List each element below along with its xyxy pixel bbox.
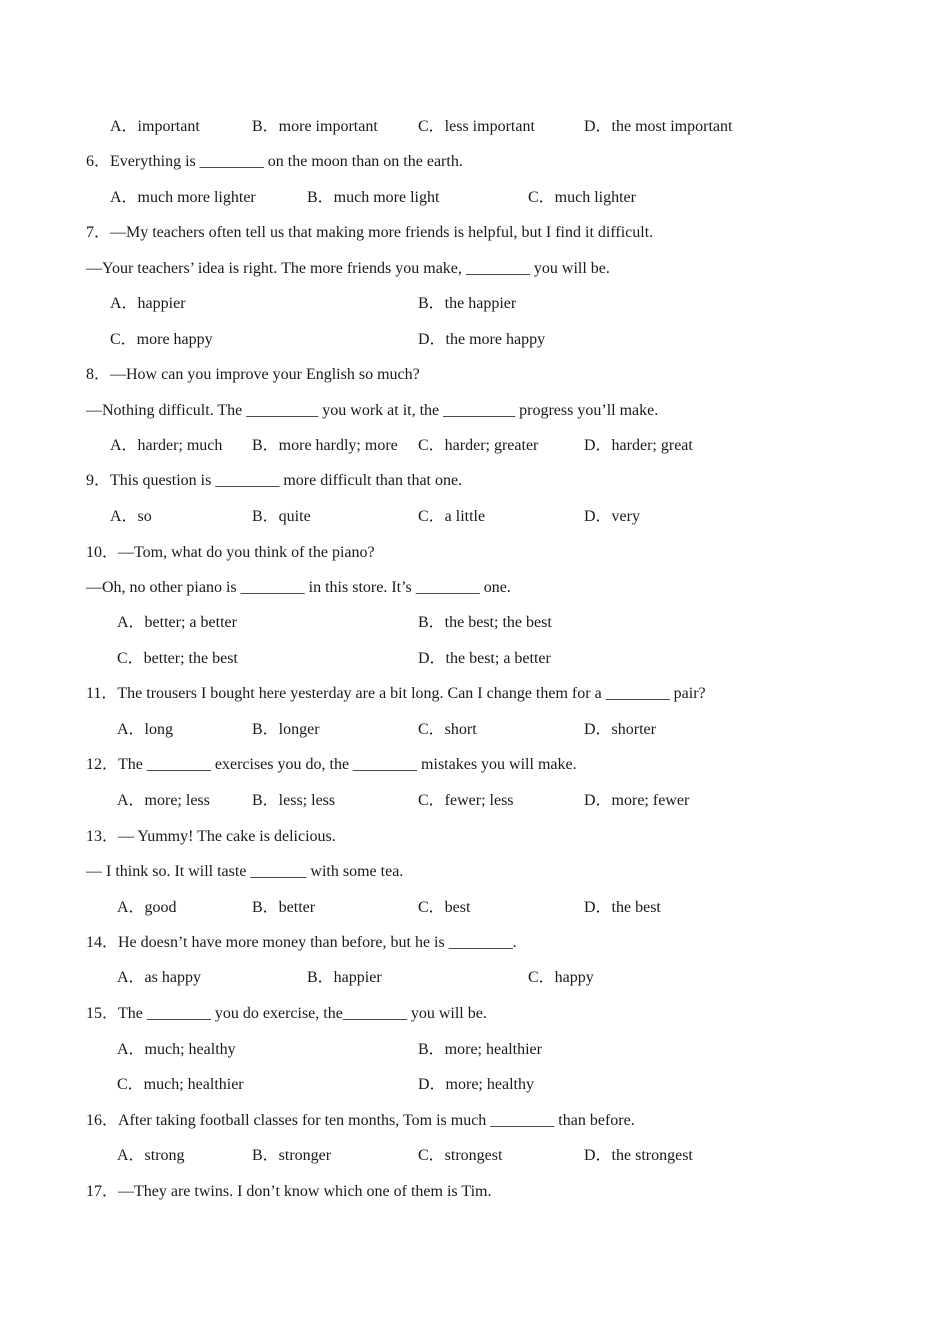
q10-option-b: B．the best; the best bbox=[418, 614, 552, 631]
q13-stem-reply: — I think so. It will taste _______ with some tea. bbox=[86, 863, 404, 880]
q9-option-c: C．a little bbox=[418, 508, 486, 525]
q5-option-a: A．important bbox=[110, 118, 200, 135]
q16-option-b: B．stronger bbox=[252, 1147, 332, 1164]
q5-option-c: C．less important bbox=[418, 118, 535, 135]
q6-stem: 6．Everything is ________ on the moon than on the earth. bbox=[86, 153, 463, 170]
q14-option-b: B．happier bbox=[307, 969, 382, 986]
q7-option-d: D．the more happy bbox=[418, 331, 546, 348]
q16-option-a: A．strong bbox=[117, 1147, 185, 1164]
q9-option-a: A．so bbox=[110, 508, 152, 525]
q5-option-d: D．the most important bbox=[584, 118, 733, 135]
q10-option-c: C．better; the best bbox=[117, 650, 238, 667]
q13-option-d: D．the best bbox=[584, 899, 661, 916]
q10-stem-reply: —Oh, no other piano is ________ in this store. It’s ________ one. bbox=[86, 579, 511, 596]
q11-option-a: A．long bbox=[117, 721, 174, 738]
q12-option-d: D．more; fewer bbox=[584, 792, 690, 809]
q5-option-b: B．more important bbox=[252, 118, 378, 135]
q15-option-d: D．more; healthy bbox=[418, 1076, 534, 1093]
q7-option-c: C．more happy bbox=[110, 331, 213, 348]
q11-option-c: C．short bbox=[418, 721, 477, 738]
q13-stem: 13．— Yummy! The cake is delicious. bbox=[86, 828, 336, 845]
q16-stem: 16．After taking football classes for ten months, Tom is much ________ than before. bbox=[86, 1112, 635, 1129]
q10-stem: 10．—Tom, what do you think of the piano? bbox=[86, 544, 375, 561]
q13-option-a: A．good bbox=[117, 899, 177, 916]
q6-option-b: B．much more light bbox=[307, 189, 440, 206]
q15-option-c: C．much; healthier bbox=[117, 1076, 244, 1093]
q6-option-c: C．much lighter bbox=[528, 189, 636, 206]
q8-stem: 8．—How can you improve your English so much? bbox=[86, 366, 420, 383]
q7-option-a: A．happier bbox=[110, 295, 186, 312]
q7-option-b: B．the happier bbox=[418, 295, 517, 312]
q9-stem: 9．This question is ________ more difficult than that one. bbox=[86, 472, 463, 489]
q7-stem: 7．—My teachers often tell us that making more friends is helpful, but I find it difficult. bbox=[86, 224, 654, 241]
q8-option-c: C．harder; greater bbox=[418, 437, 539, 454]
q8-option-b: B．more hardly; more bbox=[252, 437, 398, 454]
q9-option-d: D．very bbox=[584, 508, 640, 525]
q12-option-c: C．fewer; less bbox=[418, 792, 514, 809]
q13-option-b: B．better bbox=[252, 899, 316, 916]
q11-option-b: B．longer bbox=[252, 721, 320, 738]
q14-option-a: A．as happy bbox=[117, 969, 201, 986]
q13-option-c: C．best bbox=[418, 899, 471, 916]
q15-option-a: A．much; healthy bbox=[117, 1041, 236, 1058]
q7-stem-reply: —Your teachers’ idea is right. The more friends you make, ________ you will be. bbox=[86, 260, 610, 277]
q15-option-b: B．more; healthier bbox=[418, 1041, 542, 1058]
q14-stem: 14．He doesn’t have more money than before, but he is ________. bbox=[86, 934, 517, 951]
q12-option-b: B．less; less bbox=[252, 792, 336, 809]
q15-stem: 15．The ________ you do exercise, the________ you will be. bbox=[86, 1005, 487, 1022]
q14-option-c: C．happy bbox=[528, 969, 594, 986]
q12-option-a: A．more; less bbox=[117, 792, 210, 809]
q6-option-a: A．much more lighter bbox=[110, 189, 256, 206]
q16-option-c: C．strongest bbox=[418, 1147, 503, 1164]
q8-stem-reply: —Nothing difficult. The _________ you work at it, the _________ progress you’ll make. bbox=[86, 402, 659, 419]
q12-stem: 12．The ________ exercises you do, the ________ mistakes you will make. bbox=[86, 756, 577, 773]
q16-option-d: D．the strongest bbox=[584, 1147, 693, 1164]
q11-option-d: D．shorter bbox=[584, 721, 656, 738]
q11-stem: 11．The trousers I bought here yesterday are a bit long. Can I change them for a ________ pair? bbox=[86, 685, 706, 702]
q8-option-d: D．harder; great bbox=[584, 437, 693, 454]
q9-option-b: B．quite bbox=[252, 508, 311, 525]
q17-stem: 17．—They are twins. I don’t know which one of them is Tim. bbox=[86, 1183, 492, 1200]
q10-option-a: A．better; a better bbox=[117, 614, 237, 631]
q8-option-a: A．harder; much bbox=[110, 437, 223, 454]
q10-option-d: D．the best; a better bbox=[418, 650, 551, 667]
